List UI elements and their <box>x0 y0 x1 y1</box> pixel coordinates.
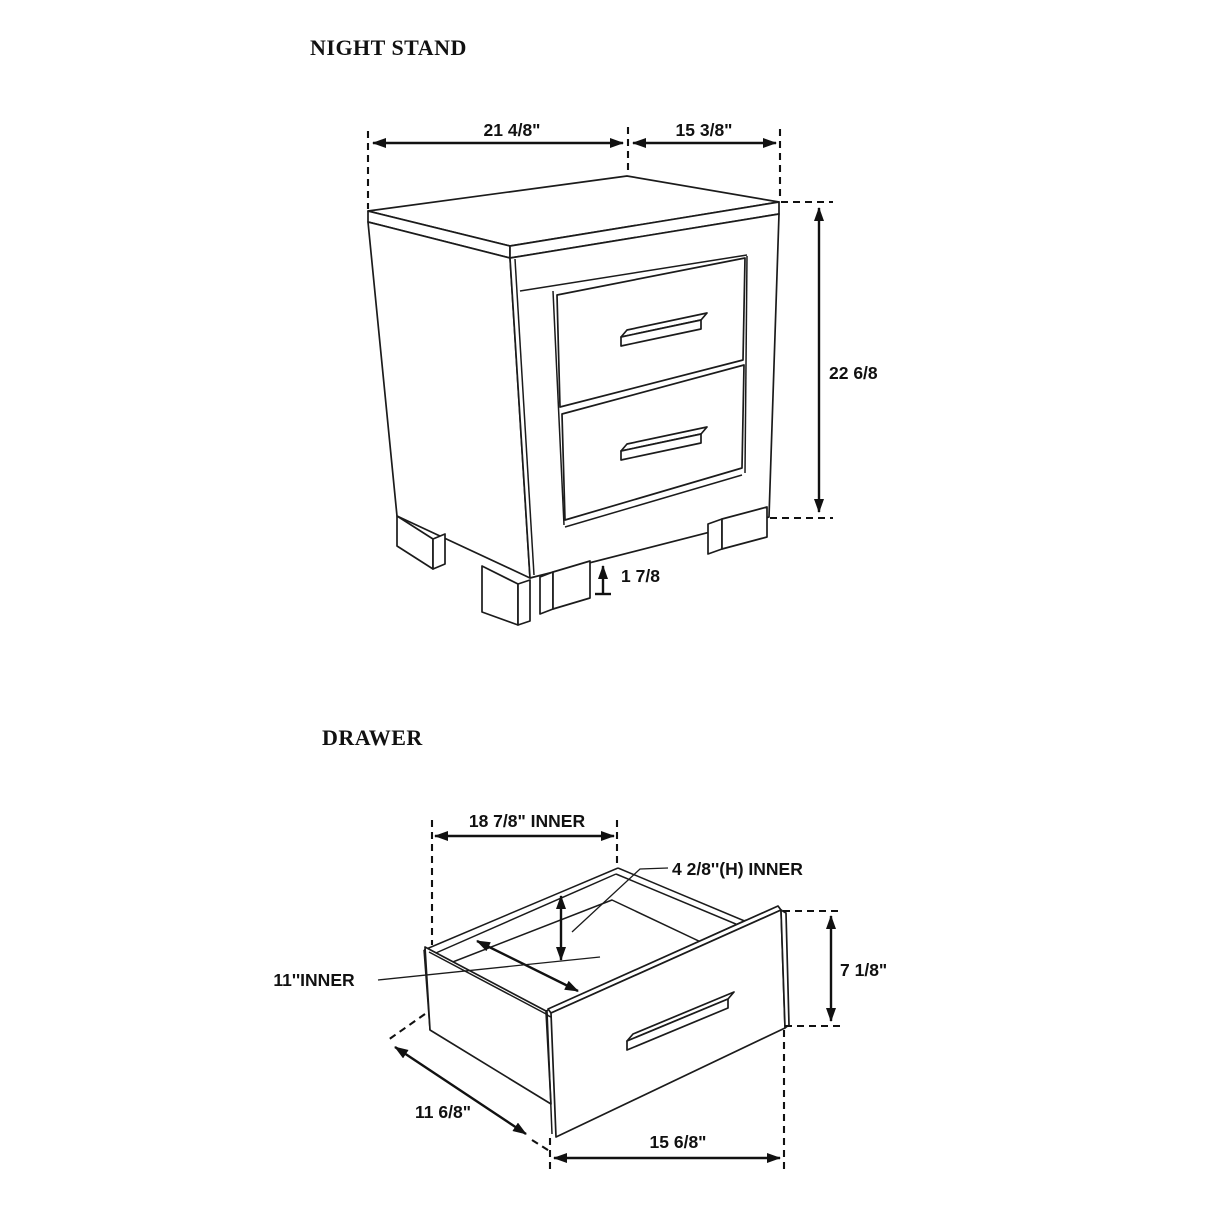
height-dimension-label: 22 6/8 <box>829 363 878 383</box>
drawer-box <box>424 868 789 1137</box>
side-depth-label: 11 6/8" <box>415 1102 471 1122</box>
inner-height-leader <box>572 868 668 932</box>
inner-depth-label: 11''INNER <box>273 970 355 990</box>
front-width-label: 15 6/8" <box>649 1132 707 1152</box>
leg-front-middle-end <box>540 572 553 614</box>
night-stand-diagram <box>310 35 878 625</box>
leg-front-left-end <box>518 580 530 625</box>
night-stand-title: NIGHT STAND <box>310 35 467 60</box>
back-right-wall-top-inner <box>616 874 743 927</box>
night-stand-body <box>368 176 779 625</box>
drawer-title: DRAWER <box>322 725 423 750</box>
inner-width-label: 18 7/8" INNER <box>468 811 586 831</box>
leg-front-left-face <box>482 566 518 625</box>
extension-line <box>388 1014 425 1040</box>
depth-dimension-label: 15 3/8" <box>675 120 733 140</box>
width-dimension-label: 21 4/8" <box>483 120 541 140</box>
front-height-label: 7 1/8" <box>840 960 888 980</box>
drawer-diagram <box>273 725 887 1172</box>
leg-right-end <box>708 519 722 554</box>
extension-line <box>532 1140 551 1152</box>
back-left-wall-top-inner <box>429 874 616 956</box>
leg-height-label: 1 7/8 <box>621 566 660 586</box>
leg-back-left-end <box>433 534 445 569</box>
inner-depth-leader <box>378 957 600 980</box>
left-side-face <box>368 222 530 578</box>
inner-height-label: 4 2/8''(H) INNER <box>672 859 803 879</box>
